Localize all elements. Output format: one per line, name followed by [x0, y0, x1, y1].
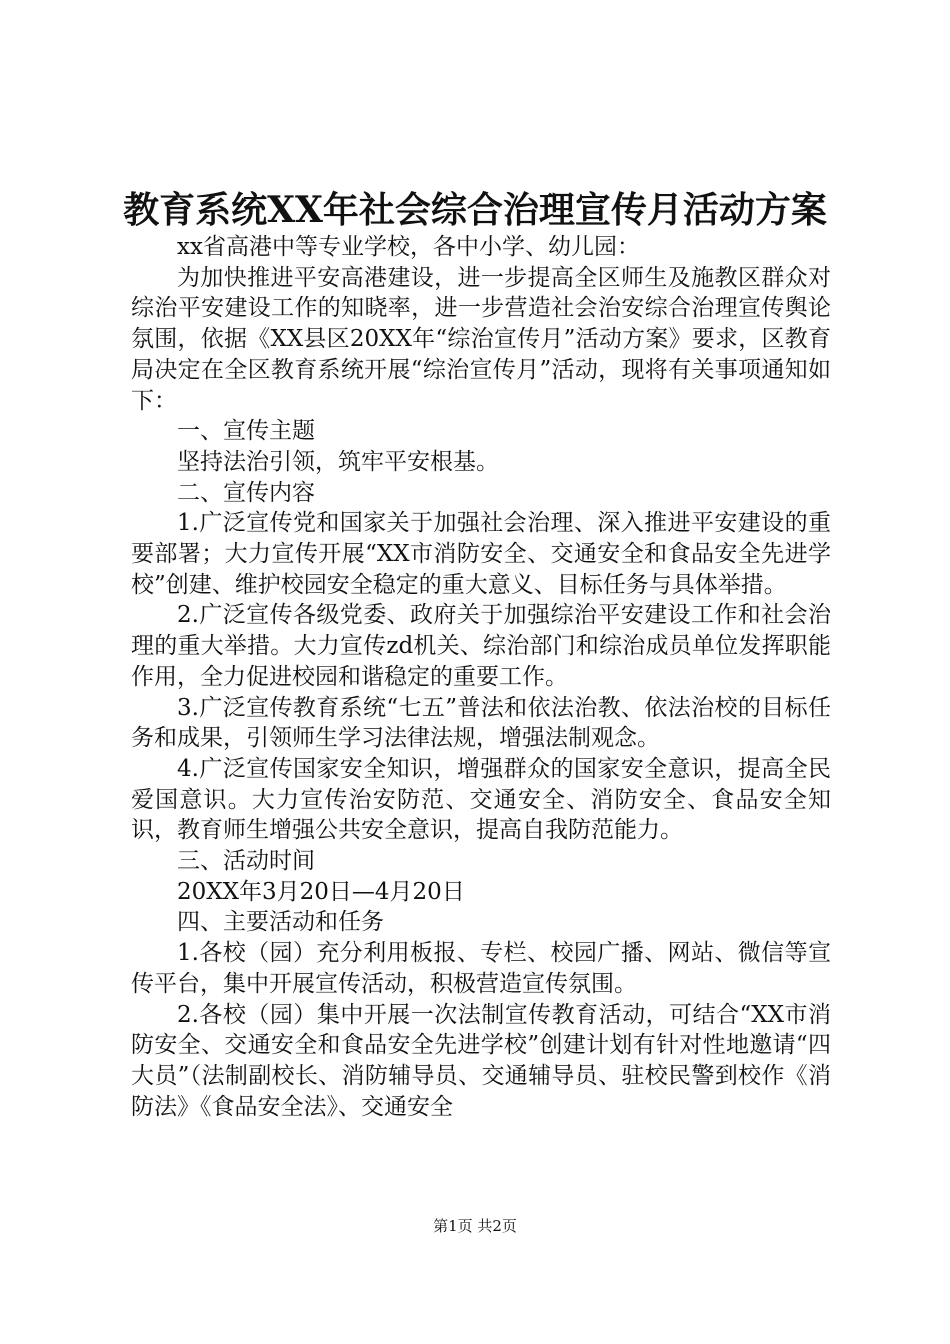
content-item-4: 4.广泛宣传国家安全知识，增强群众的国家安全意识，提高全民爱国意识。大力宣传治安防范、交通安全、消防安全、食品安全知识，教育师生增强公共安全意识，提高自我防范能力。: [131, 755, 831, 844]
document-body: [131, 232, 831, 1122]
time-paragraph: 20XX年3月20日—4月20日: [177, 878, 465, 905]
activity-item-2: 2.各校（园）集中开展一次法制宣传教育活动，可结合“XX市消防安全、交通安全和食品安全先进学校”创建计划有针对性地邀请“四大员”（法制副校长、消防辅导员、交通辅导员、驻校民警到校作《消防法》《食品安全法》、交通安全: [131, 1001, 831, 1120]
section-heading-activities: 四、主要活动和任务: [177, 909, 384, 936]
section-heading-time: 三、活动时间: [177, 848, 315, 875]
section-heading-content: 二、宣传内容: [177, 479, 315, 506]
intro-paragraph: 为加快推进平安高港建设，进一步提高全区师生及施教区群众对综治平安建设工作的知晓率，进一步营造社会治安综合治理宣传舆论氛围，依据《XX县区20XX年“综治宣传月”活动方案》要求，区教育局决定在全区教育系统开展“综治宣传月”活动，现将有关事项通知如下：: [131, 264, 831, 414]
section-heading-theme: 一、宣传主题: [177, 418, 315, 445]
document-title: 教育系统XX年社会综合治理宣传月活动方案: [123, 189, 827, 231]
page-footer: 第1页 共2页: [433, 1217, 517, 1235]
content-item-2: 2.广泛宣传各级党委、政府关于加强综治平安建设工作和社会治理的重大举措。大力宣传zd机关、综治部门和综治成员单位发挥职能作用，全力促进校园和谐稳定的重要工作。: [131, 602, 831, 690]
content-item-3: 3.广泛宣传教育系统“七五”普法和依法治教、依法治校的目标任务和成果，引领师生学习法律法规，增强法制观念。: [131, 694, 831, 752]
content-item-1: 1.广泛宣传党和国家关于加强社会治理、深入推进平安建设的重要部署；大力宣传开展“XX市消防安全、交通安全和食品安全先进学校”创建、维护校园安全稳定的重大意义、目标任务与具体举措。: [131, 510, 831, 598]
theme-paragraph: 坚持法治引领，筑牢平安根基。: [177, 448, 499, 475]
salutation-paragraph: xx省高港中等专业学校，各中小学、幼儿园：: [177, 234, 640, 260]
activity-item-1: 1.各校（园）充分利用板报、专栏、校园广播、网站、微信等宣传平台，集中开展宣传活动，积极营造宣传氛围。: [131, 940, 831, 997]
